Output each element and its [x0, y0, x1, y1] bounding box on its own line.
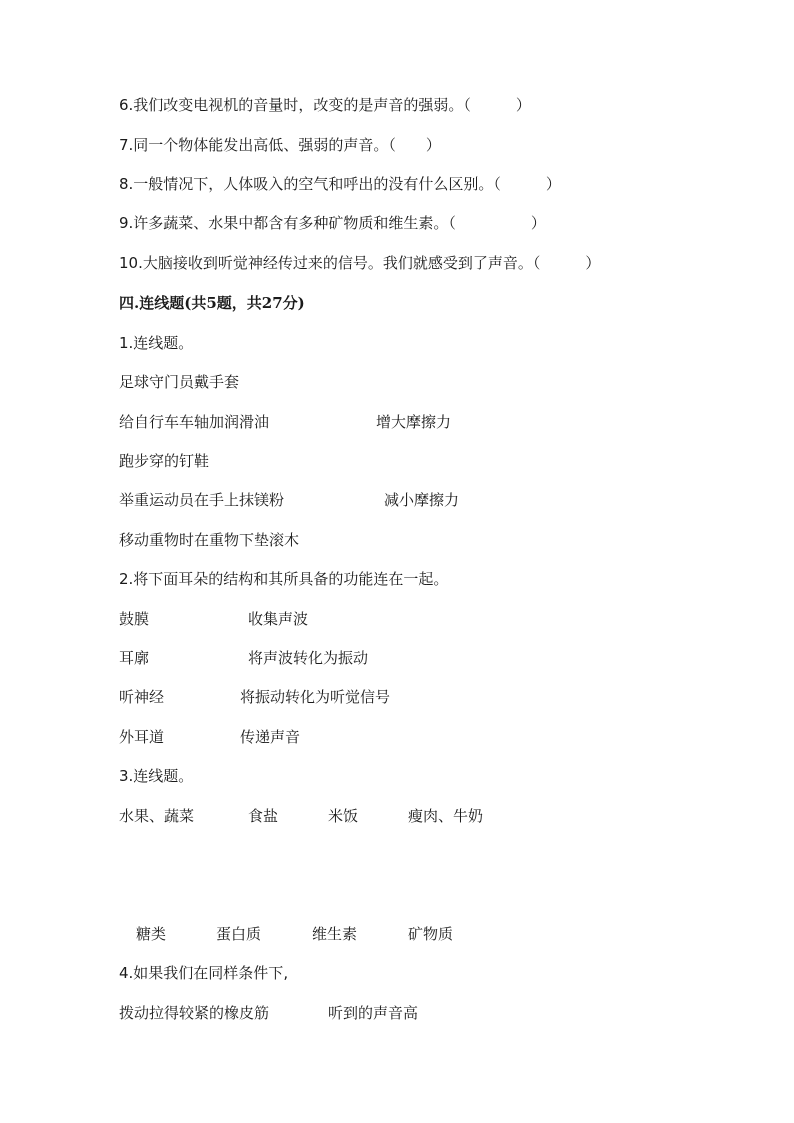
q1-right-item: 增大摩擦力: [376, 413, 452, 431]
q1-right-item: 减小摩擦力: [384, 491, 460, 509]
q2-left-item: 听神经: [119, 688, 165, 706]
tf-item-9: 9.许多蔬菜、水果中都含有多种矿物质和维生素。（ ）: [119, 214, 546, 232]
q2-left-item: 鼓膜: [119, 610, 150, 628]
question-3-title: 3.连线题。: [119, 767, 194, 785]
q3-bottom-item: 维生素: [312, 925, 358, 943]
q3-top-item: 食盐: [248, 807, 279, 825]
question-2-title: 2.将下面耳朵的结构和其所具备的功能连在一起。: [119, 570, 449, 588]
q4-right-item: 听到的声音高: [328, 1004, 419, 1022]
q2-left-item: 耳廓: [119, 649, 150, 667]
q2-right-item: 收集声波: [248, 610, 309, 628]
q2-right-item: 将声波转化为振动: [248, 649, 369, 667]
tf-item-7: 7.同一个物体能发出高低、强弱的声音。（ ）: [119, 136, 441, 154]
q2-left-item: 外耳道: [119, 728, 165, 746]
question-4-title: 4.如果我们在同样条件下,: [119, 964, 289, 982]
q1-left-item: 举重运动员在手上抹镁粉: [119, 491, 285, 509]
q1-left-item: 跑步穿的钉鞋: [119, 452, 210, 470]
q3-top-item: 米饭: [328, 807, 359, 825]
q4-left-item: 拨动拉得较紧的橡皮筋: [119, 1004, 270, 1022]
q1-left-item: 移动重物时在重物下垫滚木: [119, 531, 300, 549]
q3-bottom-item: 矿物质: [408, 925, 454, 943]
q2-right-item: 将振动转化为听觉信号: [240, 688, 391, 706]
tf-item-6: 6.我们改变电视机的音量时，改变的是声音的强弱。（ ）: [119, 96, 531, 114]
q1-left-item: 足球守门员戴手套: [119, 373, 240, 391]
tf-item-10: 10.大脑接收到听觉神经传过来的信号。我们就感受到了声音。（ ）: [119, 254, 601, 272]
q1-left-item: 给自行车车轴加润滑油: [119, 413, 270, 431]
tf-item-8: 8.一般情况下，人体吸入的空气和呼出的没有什么区别。（ ）: [119, 175, 561, 193]
q2-right-item: 传递声音: [240, 728, 301, 746]
q3-bottom-item: 蛋白质: [216, 925, 262, 943]
section-heading: 四.连线题(共5题，共27分): [119, 294, 305, 312]
q3-top-item: 瘦肉、牛奶: [408, 807, 484, 825]
q3-top-item: 水果、蔬菜: [119, 807, 195, 825]
q3-bottom-item: 糖类: [136, 925, 167, 943]
question-1-title: 1.连线题。: [119, 334, 194, 352]
